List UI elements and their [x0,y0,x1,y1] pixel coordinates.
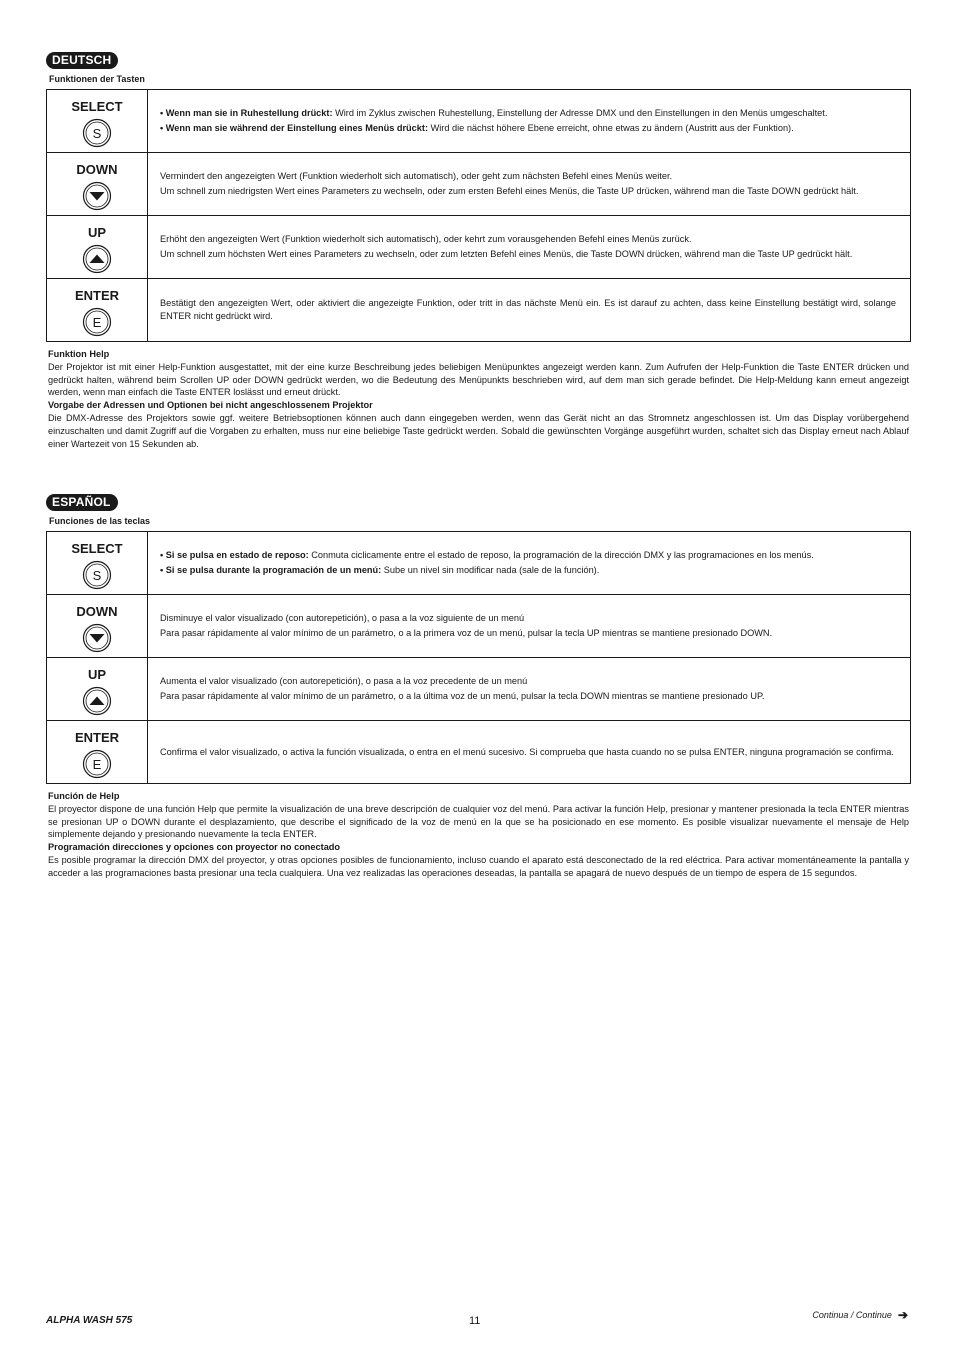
up-triangle-icon [82,244,112,274]
right-arrow-icon: ➔ [897,1308,908,1322]
table-row [47,721,911,784]
enter-key-icon [82,307,112,337]
note-text: Die DMX-Adresse des Projektors sowie ggf. weitere Betriebsoptionen können auch dann eingegeben werden, wenn das Gerät nicht an das Stromnetz angeschlossen ist. Um das Display vorübergehend einzuschalten und damit Zugriff auf die Vorgaben zu erhalten, muss nur eine beliebige Taste gedrückt werden. Sobald die gewünschten Vorgänge ausgeführt wurden, schaltet sich das Display erneut nach Ablauf einer Wartezeit von 15 Sekunden ab. [48,412,909,449]
description-line: Para pasar rápidamente al valor mínimo de un parámetro, o a la primera voz de un menú, pulsar la tecla UP mientras se mantiene presionado DOWN. [160,628,773,638]
down-triangle-icon [82,181,112,211]
key-label: SELECT [71,98,123,114]
language-badge: ESPAÑOL [46,494,118,511]
key-cell-select [47,90,148,153]
continue-note [812,1308,908,1322]
description-line: Erhöht den angezeigten Wert (Funktion wiederholt sich automatisch), oder kehrt zum vorausgehenden Befehl eines Menüs zurück. [160,234,692,244]
key-label: DOWN [76,161,118,177]
bullet-text: Sube un nivel sin modificar nada (sale de la función). [381,565,600,575]
key-label: ENTER [74,729,120,745]
enter-key-icon [82,749,112,779]
bullet-title: • Wenn man sie in Ruhestellung drückt: [160,108,333,118]
key-description [148,90,911,153]
key-description [148,216,911,279]
description-line: Um schnell zum niedrigsten Wert eines Parameters zu wechseln, oder zum ersten Befehl eines Menüs, die Taste UP drücken, während man die Taste DOWN gedrückt hält. [160,186,859,196]
language-badge: DEUTSCH [46,52,118,69]
bullet-title: • Wenn man sie während der Einstellung eines Menüs drückt: [160,123,429,133]
table-row [47,90,911,153]
section-subheading: Funciones de las teclas [49,516,151,526]
svg-text:E: E [92,756,102,772]
bullet-title: • Si se pulsa durante la programación de un menú: [160,565,382,575]
bullet-text: Wird im Zyklus zwischen Ruhestellung, Einstellung der Adresse DMX und den Einstellungen in den Menüs umgeschaltet. [332,108,828,118]
note-title: Vorgabe der Adressen und Optionen bei nicht angeschlossenem Projektor [48,400,373,411]
description-line: Um schnell zum höchsten Wert eines Parameters zu wechseln, oder zum letzten Befehl eines Menüs, die Taste DOWN drücken, während man die Taste UP gedrückt hält. [160,249,853,259]
note-text: Es posible programar la dirección DMX del proyector, y otras opciones posibles de funcionamiento, incluso cuando el aparato está desconectado de la red eléctrica. Para activar momentáneamente la pantalla y acceder a las programaciones basta presionar una tecla cualquiera. Una vez realizadas las operaciones deseadas, la pantalla se apagará de nuevo después de un tiempo de espera de 15 segundos. [48,854,909,878]
description-line: Para pasar rápidamente al valor mínimo de un parámetro, o a la última voz de un menú, pulsar la tecla DOWN mientras se mantiene presionado UP. [160,691,765,701]
description-line: Vermindert den angezeigten Wert (Funktion wiederholt sich automatisch), oder geht zum nächsten Befehl eines Menüs weiter. [160,171,673,181]
product-name: ALPHA WASH 575 [46,1315,133,1326]
bullet-text: Wird die nächst höhere Ebene erreicht, ohne etwas zu ändern (Austritt aus der Funktion). [428,123,794,133]
description-line: Confirma el valor visualizado, o activa la función visualizada, o entra en el menú sucesivo. Si comprueba que hasta cuando no se pulsa ENTER, ninguna programación se confirma. [160,746,894,757]
note-text: El proyector dispone de una función Help que permite la visualización de una breve descripción de cualquier voz del menú. Para activar la función Help, presionar y mantener presionada la tecla ENTER mientras se presionan UP o DOWN durante el desplazamiento, que describe el significado de la voz de menú en la que se ha posicionado en ese momento. Es posible visualizar nuevamente el mensaje de Help simplemente dejando y presionando nuevamente la tecla ENTER. [48,803,909,840]
key-description [148,595,911,658]
key-label: SELECT [71,540,123,556]
key-label: DOWN [76,603,118,619]
section-deutsch [46,51,911,450]
bullet-text: Conmuta ciclicamente entre el estado de reposo, la programación de la dirección DMX y las programaciones en los menús. [308,550,814,560]
key-cell-up [47,658,148,721]
key-cell-enter [47,279,148,342]
key-description [148,279,911,342]
table-row [47,532,911,595]
continue-label: Continua / Continue [812,1310,892,1320]
table-row [47,153,911,216]
select-key-icon [82,118,112,148]
svg-text:S: S [92,567,102,583]
key-cell-select [47,532,148,595]
notes-block [48,790,909,880]
note-text: Der Projektor ist mit einer Help-Funktion ausgestattet, mit der eine kurze Beschreibung jedes beliebigen Menüpunktes angezeigt werden kann. Zum Aufrufen der Help-Funktion die Taste ENTER drücken und gedrückt halten, während beim Scrollen UP oder DOWN gedrückt werden, wo die Bedeutung des Menüpunkts beschrieben wird, auf dem man sich gerade befindet. Die Help-Meldung kann erneut angezeigt werden, wenn man einfach die Taste ENTER loslässt und erneut drückt. [48,361,909,398]
svg-text:S: S [92,125,102,141]
key-cell-down [47,153,148,216]
table-row [47,658,911,721]
description-line: Disminuye el valor visualizado (con autorepetición), o pasa a la voz siguiente de un menú [160,613,525,623]
bullet-title: • Si se pulsa en estado de reposo: [160,550,309,560]
section-espanol [46,493,911,880]
key-cell-down [47,595,148,658]
note-title: Programación direcciones y opciones con proyector no conectado [48,842,341,853]
table-row [47,595,911,658]
key-label: UP [87,224,107,240]
key-description [148,721,911,784]
key-label: ENTER [74,287,120,303]
note-title: Funktion Help [48,349,110,359]
notes-block [48,348,909,450]
note-title: Función de Help [48,791,120,801]
key-label: UP [87,666,107,682]
up-triangle-icon [82,686,112,716]
table-row [47,216,911,279]
key-cell-enter [47,721,148,784]
down-triangle-icon [82,623,112,653]
key-functions-table [46,89,911,342]
description-line: Bestätigt den angezeigten Wert, oder aktiviert die angezeigte Funktion, oder tritt in das nächste Menü ein. Es ist darauf zu achten, dass keine Einstellung bestätigt wird, solange ENTER nicht gedrückt wird. [160,298,896,321]
svg-text:E: E [92,314,102,330]
key-description [148,153,911,216]
key-description [148,532,911,595]
page-number: 11 [469,1315,481,1327]
key-description [148,658,911,721]
key-functions-table [46,531,911,784]
description-line: Aumenta el valor visualizado (con autorepetición), o pasa a la voz precedente de un menú [160,676,528,686]
key-cell-up [47,216,148,279]
section-subheading: Funktionen der Tasten [49,74,145,84]
select-key-icon [82,560,112,590]
table-row [47,279,911,342]
